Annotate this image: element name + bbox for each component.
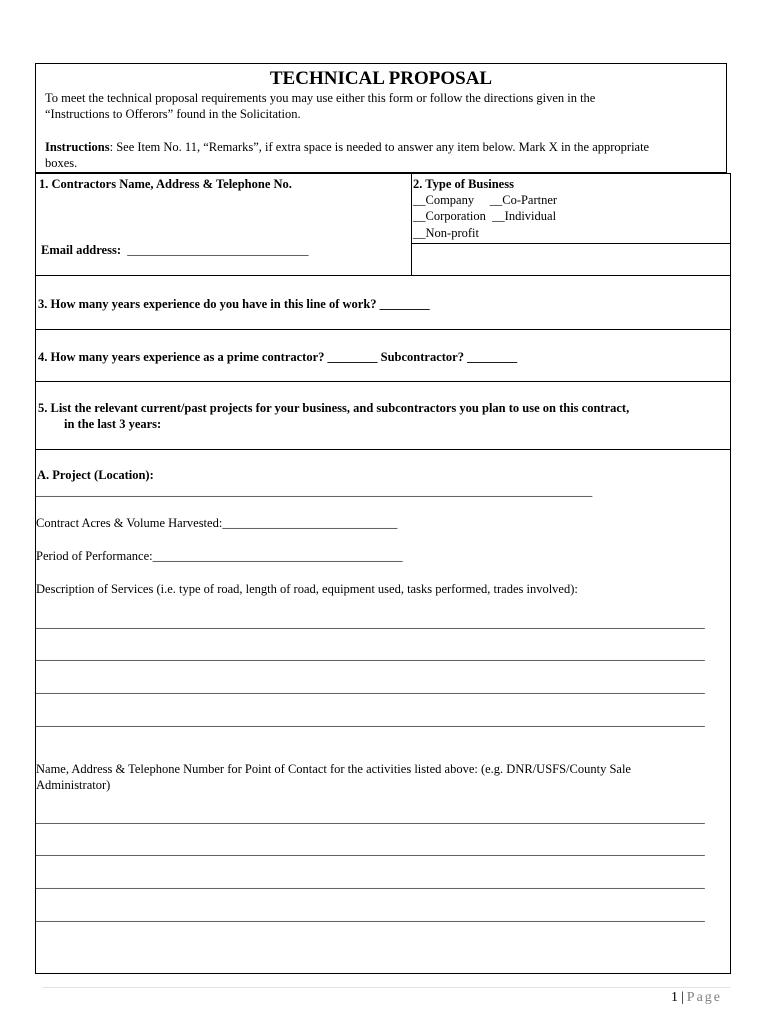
email-blank[interactable]: _____________________________: [127, 243, 309, 257]
contract-acres-label: Contract Acres & Volume Harvested:: [36, 516, 223, 530]
period-label: Period of Performance:: [36, 549, 153, 563]
intro-line-2: “Instructions to Offerors” found in the Solicitation.: [45, 107, 301, 121]
instructions-label: Instructions: [45, 140, 110, 154]
description-blank-line[interactable]: ___________________________________________________________________________________________________________: [36, 714, 705, 728]
contact-blank-line[interactable]: ___________________________________________________________________________________________________________: [36, 811, 705, 825]
instructions-line-2: boxes.: [45, 156, 78, 170]
period-row[interactable]: [36, 549, 403, 564]
question-4[interactable]: 4. How many years experience as a prime contractor? ________ Subcontractor? ________: [38, 350, 518, 364]
contact-label-line-2: Administrator): [36, 778, 111, 792]
business-type-row-1[interactable]: __Company __Co-Partner: [413, 193, 558, 207]
email-row[interactable]: [41, 243, 309, 258]
page-label: Page: [686, 990, 722, 1005]
section2-divider: [411, 243, 731, 244]
row-divider-2: [35, 329, 731, 330]
question-3[interactable]: 3. How many years experience do you have in this line of work? ________: [38, 297, 430, 311]
contract-acres-blank[interactable]: ____________________________: [222, 516, 398, 530]
description-blank-line[interactable]: ___________________________________________________________________________________________________________: [36, 681, 705, 695]
contact-blank-line[interactable]: ___________________________________________________________________________________________________________: [36, 876, 705, 890]
footer-separator: |: [680, 990, 684, 1005]
row-divider-1: [35, 275, 731, 276]
contact-blank-line[interactable]: ___________________________________________________________________________________________________________: [36, 909, 705, 923]
email-label: Email address:: [41, 243, 121, 257]
period-blank[interactable]: ________________________________________: [152, 549, 403, 563]
footer-rule: [42, 987, 730, 988]
page-number: 1: [670, 990, 678, 1005]
page-footer: [671, 990, 722, 1006]
project-location-label: A. Project (Location):: [37, 468, 154, 482]
section-divider-vertical: [411, 173, 412, 275]
contact-label-line-1: Name, Address & Telephone Number for Point of Contact for the activities listed above: (e.g. DNR/USFS/County Sale: [36, 762, 631, 776]
contract-acres-row[interactable]: [36, 516, 397, 531]
business-type-row-3[interactable]: __Non-profit: [413, 226, 479, 240]
business-type-row-2[interactable]: __Corporation __Individual: [413, 209, 557, 223]
description-blank-line[interactable]: ___________________________________________________________________________________________________________: [36, 648, 705, 662]
row-divider-4: [35, 449, 731, 450]
intro-line-1: To meet the technical proposal requirements you may use either this form or follow the directions given in the: [45, 91, 596, 105]
question-5-line-1: 5. List the relevant current/past projects for your business, and subcontractors you plan to use on this contract,: [38, 401, 630, 415]
instructions-text: : See Item No. 11, “Remarks”, if extra space is needed to answer any item below. Mark X in the appropriate: [109, 140, 650, 154]
question-5-line-2: in the last 3 years:: [64, 417, 162, 431]
project-location-blank[interactable]: _________________________________________________________________________________________: [36, 484, 593, 498]
contact-blank-line[interactable]: ___________________________________________________________________________________________________________: [36, 843, 705, 857]
page-title: TECHNICAL PROPOSAL: [269, 68, 493, 89]
row-divider-3: [35, 381, 731, 382]
description-label: Description of Services (i.e. type of road, length of road, equipment used, tasks performed, trades involved):: [36, 582, 578, 596]
description-blank-line[interactable]: ___________________________________________________________________________________________________________: [36, 616, 705, 630]
section2-label: 2. Type of Business: [413, 177, 514, 191]
section1-label: 1. Contractors Name, Address & Telephone No.: [39, 177, 292, 191]
instructions-line-1: [45, 140, 649, 155]
